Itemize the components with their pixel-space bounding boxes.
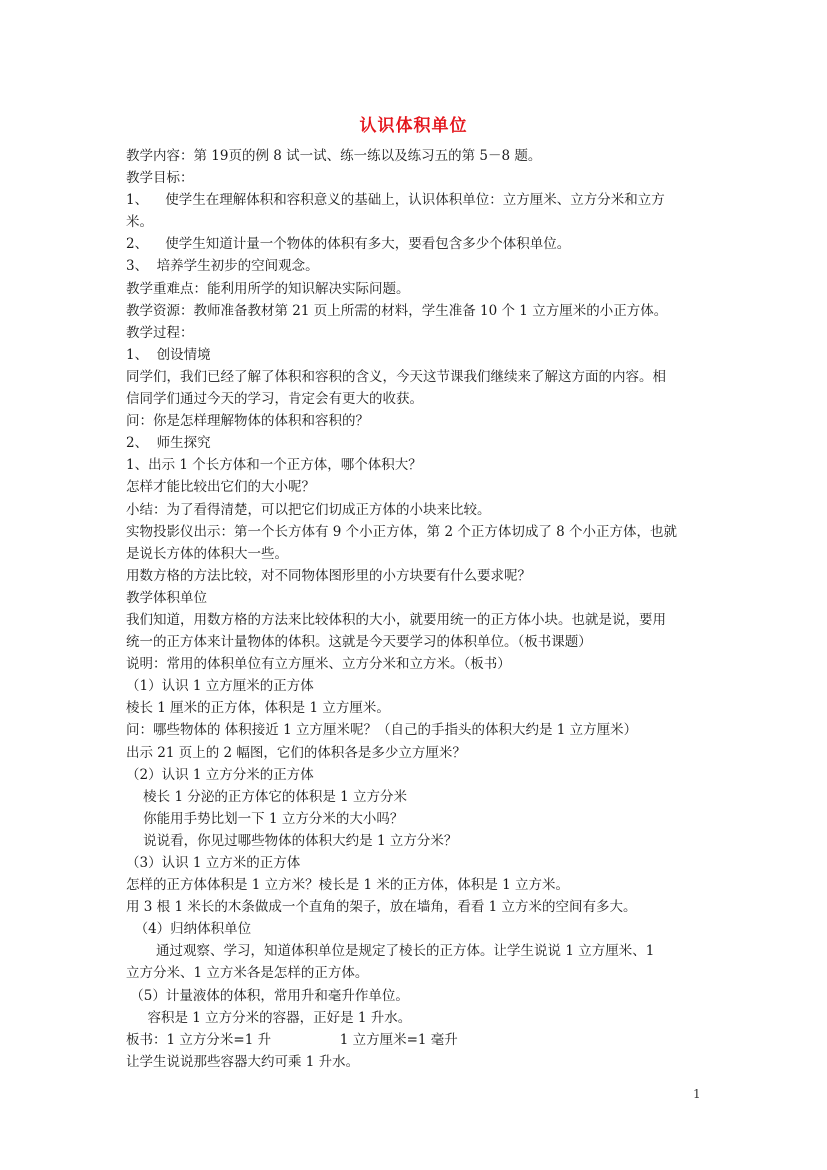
text-line: 同学们，我们已经了解了体积和容积的含义，今天这节课我们继续来了解这方面的内容。相 xyxy=(126,368,666,385)
text-line: 教学过程： xyxy=(126,324,194,341)
text-line: 容积是 1 立方分米的容器，正好是 1 升水。 xyxy=(126,1009,412,1026)
text-line: 1、出示 1 个长方体和一个正方体，哪个体积大？ xyxy=(126,457,422,474)
text-line: 棱长 1 厘米的正方体，体积是 1 立方厘米。 xyxy=(126,700,390,717)
text-line: 立方分米、1 立方米各是怎样的正方体。 xyxy=(126,965,369,982)
text-line: （2）认识 1 立方分米的正方体 xyxy=(126,766,314,783)
text-line: 3、 培养学生初步的空间观念。 xyxy=(126,258,319,275)
text-line: 2、 师生探究 xyxy=(126,435,211,452)
text-line: 用 3 根 1 米长的木条做成一个直角的架子，放在墙角，看看 1 立方米的空间有多大。 xyxy=(126,899,637,916)
text-line: 1、 使学生在理解体积和容积意义的基础上，认识体积单位：立方厘米、立方分米和立方 xyxy=(126,192,665,209)
text-line: 教学体积单位 xyxy=(126,589,207,606)
text-line: 出示 21 页上的 2 幅图，它们的体积各是多少立方厘米？ xyxy=(126,744,466,761)
text-line: 小结：为了看得清楚，可以把它们切成正方体的小块来比较。 xyxy=(126,501,491,518)
text-line: 信同学们通过今天的学习，肯定会有更大的收获。 xyxy=(126,391,423,408)
text-line: 教学目标： xyxy=(126,170,194,187)
text-line: 板书：1 立方分米=1 升 1 立方厘米=1 毫升 xyxy=(126,1031,458,1048)
text-line: （5）计量液体的体积，常用升和毫升作单位。 xyxy=(126,987,409,1004)
text-line: 2、 使学生知道计量一个物体的体积有多大，要看包含多少个体积单位。 xyxy=(126,236,571,253)
text-line: （4）归纳体积单位 xyxy=(126,921,252,938)
text-line: 问：你是怎样理解物体的体积和容积的？ xyxy=(126,413,369,430)
text-line: 问：哪些物体的 体积接近 1 立方厘米呢？（自己的手指头的体积大约是 1 立方厘米） xyxy=(126,722,638,739)
document-title: 认识体积单位 xyxy=(359,116,468,136)
text-line: 1、 创设情境 xyxy=(126,346,211,363)
text-line: （3）认识 1 立方米的正方体 xyxy=(126,855,301,871)
text-line: 教学重难点：能利用所学的知识解决实际问题。 xyxy=(126,280,410,297)
text-line: 是说长方体的体积大一些。 xyxy=(126,545,288,562)
page-number: 1 xyxy=(693,1087,701,1101)
text-line: （1）认识 1 立方厘米的正方体 xyxy=(126,678,314,695)
text-line: 统一的正方体来计量物体的体积。这就是今天要学习的体积单位。（板书课题） xyxy=(126,634,592,651)
document-body xyxy=(126,145,710,1073)
text-line: 怎样的正方体体积是 1 立方米？棱长是 1 米的正方体，体积是 1 立方米。 xyxy=(126,877,570,894)
text-line: 教学资源：教师准备教材第 21 页上所需的材料，学生准备 10 个 1 立方厘米的小正方体。 xyxy=(126,302,668,319)
text-line: 实物投影仪出示：第一个长方体有 9 个小正方体，第 2 个正方体切成了 8 个小正方体，也就 xyxy=(126,523,678,540)
text-line: 通过观察、学习，知道体积单位是规定了棱长的正方体。让学生说说 1 立方厘米、1 xyxy=(126,943,655,960)
text-line: 米。 xyxy=(126,214,153,231)
text-line: 让学生说说那些容器大约可乘 1 升水。 xyxy=(126,1053,360,1070)
text-line: 我们知道，用数方格的方法来比较体积的大小，就要用统一的正方体小块。也就是说，要用 xyxy=(126,611,666,628)
text-line: 用数方格的方法比较，对不同物体图形里的小方块要有什么要求呢？ xyxy=(126,567,531,584)
text-line: 棱长 1 分泌的正方体它的体积是 1 立方分米 xyxy=(126,788,408,805)
text-line: 怎样才能比较出它们的大小呢？ xyxy=(126,479,315,496)
text-line: 说明：常用的体积单位有立方厘米、立方分米和立方米。（板书） xyxy=(126,656,511,673)
text-line: 教学内容：第 19页的例 8 试一试、练一练以及练习五的第 5－8 题。 xyxy=(126,148,542,164)
text-line: 说说看，你见过哪些物体的体积大约是 1 立方分米？ xyxy=(126,832,458,849)
text-line: 你能用手势比划一下 1 立方分米的大小吗？ xyxy=(126,810,404,827)
